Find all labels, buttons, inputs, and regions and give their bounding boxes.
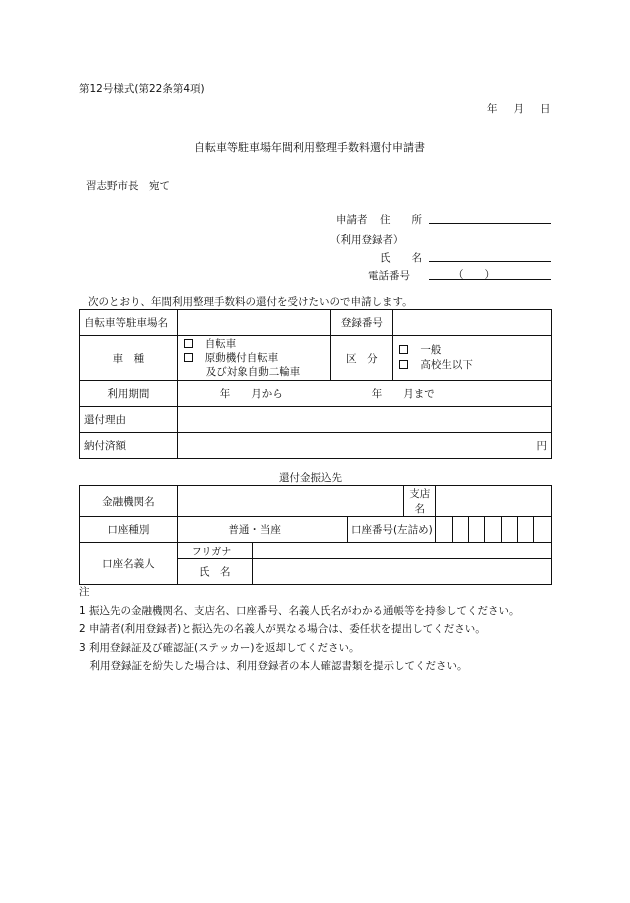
category-label: 区 分 bbox=[331, 336, 393, 381]
account-digit-1[interactable] bbox=[436, 517, 453, 543]
institution-label: 金融機関名 bbox=[80, 486, 178, 517]
bank-heading: 還付金振込先 bbox=[279, 472, 342, 484]
applicant-label: 申請者 bbox=[336, 214, 368, 226]
vehicle-option-moped-sub: 及び対象自動二輪車 bbox=[205, 366, 301, 378]
parking-name-field[interactable] bbox=[177, 310, 331, 336]
phone-label: 電話番号 bbox=[368, 270, 410, 282]
checkbox-icon[interactable] bbox=[399, 345, 408, 354]
branch-label: 支店名 bbox=[404, 486, 436, 517]
bank-table bbox=[79, 485, 552, 585]
addressee: 習志野市長 宛て bbox=[86, 180, 170, 192]
parking-name-label: 自転車等駐車場名 bbox=[80, 310, 178, 336]
branch-field[interactable] bbox=[436, 486, 552, 517]
account-digit-7[interactable] bbox=[533, 517, 551, 543]
paid-field[interactable] bbox=[177, 433, 551, 459]
vehicle-options bbox=[177, 336, 331, 381]
category-options bbox=[393, 336, 552, 381]
note-item-2: 2 申請者(利用登録者)と振込先の名義人が異なる場合は、委任状を提出してください。 bbox=[79, 623, 486, 635]
vehicle-option-bicycle[interactable]: 自転車 bbox=[184, 337, 327, 351]
note-item-1: 1 振込先の金融機関名、支店名、口座番号、名義人氏名がわかる通帳等を持参してください。 bbox=[79, 605, 520, 617]
yen-unit: 円 bbox=[536, 440, 547, 452]
date-month-label: 月 bbox=[513, 103, 524, 115]
phone-paren: （ ） bbox=[453, 269, 495, 281]
form-number: 第12号様式(第22条第4項) bbox=[79, 83, 205, 95]
period-field[interactable] bbox=[177, 381, 551, 407]
reg-number-field[interactable] bbox=[393, 310, 552, 336]
holder-name-field[interactable] bbox=[252, 559, 551, 585]
account-type-label: 口座種別 bbox=[80, 517, 178, 543]
holder-label: 口座名義人 bbox=[80, 543, 178, 585]
application-table bbox=[79, 309, 552, 459]
account-number-label: 口座番号(左詰め) bbox=[348, 517, 436, 543]
address-label: 住 所 bbox=[380, 214, 422, 226]
reason-label: 還付理由 bbox=[80, 407, 178, 433]
account-type-value[interactable]: 普通・当座 bbox=[177, 517, 348, 543]
date-day-label: 日 bbox=[540, 103, 551, 115]
checkbox-icon[interactable] bbox=[184, 339, 193, 348]
paid-label: 納付済額 bbox=[80, 433, 178, 459]
intro-text: 次のとおり、年間利用整理手数料の還付を受けたいので申請します。 bbox=[88, 296, 413, 308]
period-to: 年 月まで bbox=[371, 388, 435, 400]
account-digit-2[interactable] bbox=[453, 517, 469, 543]
note-item-3-sub: 利用登録証を紛失した場合は、利用登録者の本人確認書類を提示してください。 bbox=[79, 660, 468, 672]
period-from: 年 月から bbox=[219, 388, 283, 400]
date-field bbox=[487, 101, 551, 116]
note-item-3: 3 利用登録証及び確認証(ステッカー)を返却してください。 bbox=[79, 642, 360, 654]
vehicle-label: 車 種 bbox=[80, 336, 178, 381]
account-digit-3[interactable] bbox=[469, 517, 485, 543]
account-digit-6[interactable] bbox=[518, 517, 534, 543]
account-digit-4[interactable] bbox=[485, 517, 502, 543]
date-year-label: 年 bbox=[487, 103, 498, 115]
account-digit-5[interactable] bbox=[502, 517, 518, 543]
registrant-label: （利用登録者） bbox=[330, 234, 404, 246]
institution-field[interactable] bbox=[177, 486, 404, 517]
reg-number-label: 登録番号 bbox=[331, 310, 393, 336]
vehicle-option-moped[interactable]: 原動機付自転車 bbox=[184, 351, 327, 365]
name-input-line[interactable] bbox=[429, 249, 551, 262]
furigana-label: フリガナ bbox=[177, 543, 252, 559]
notes-heading: 注 bbox=[79, 586, 90, 598]
phone-input-line[interactable] bbox=[429, 267, 551, 280]
category-option-student[interactable]: 高校生以下 bbox=[399, 358, 547, 373]
name-label: 氏 名 bbox=[380, 252, 422, 264]
furigana-field[interactable] bbox=[252, 543, 551, 559]
holder-name-label: 氏 名 bbox=[177, 559, 252, 585]
category-option-general[interactable]: 一般 bbox=[399, 343, 547, 358]
address-input-line[interactable] bbox=[429, 211, 551, 224]
checkbox-icon[interactable] bbox=[399, 360, 408, 369]
form-title: 自転車等駐車場年間利用整理手数料還付申請書 bbox=[194, 141, 425, 154]
reason-field[interactable] bbox=[177, 407, 551, 433]
period-label: 利用期間 bbox=[80, 381, 178, 407]
checkbox-icon[interactable] bbox=[184, 353, 193, 362]
